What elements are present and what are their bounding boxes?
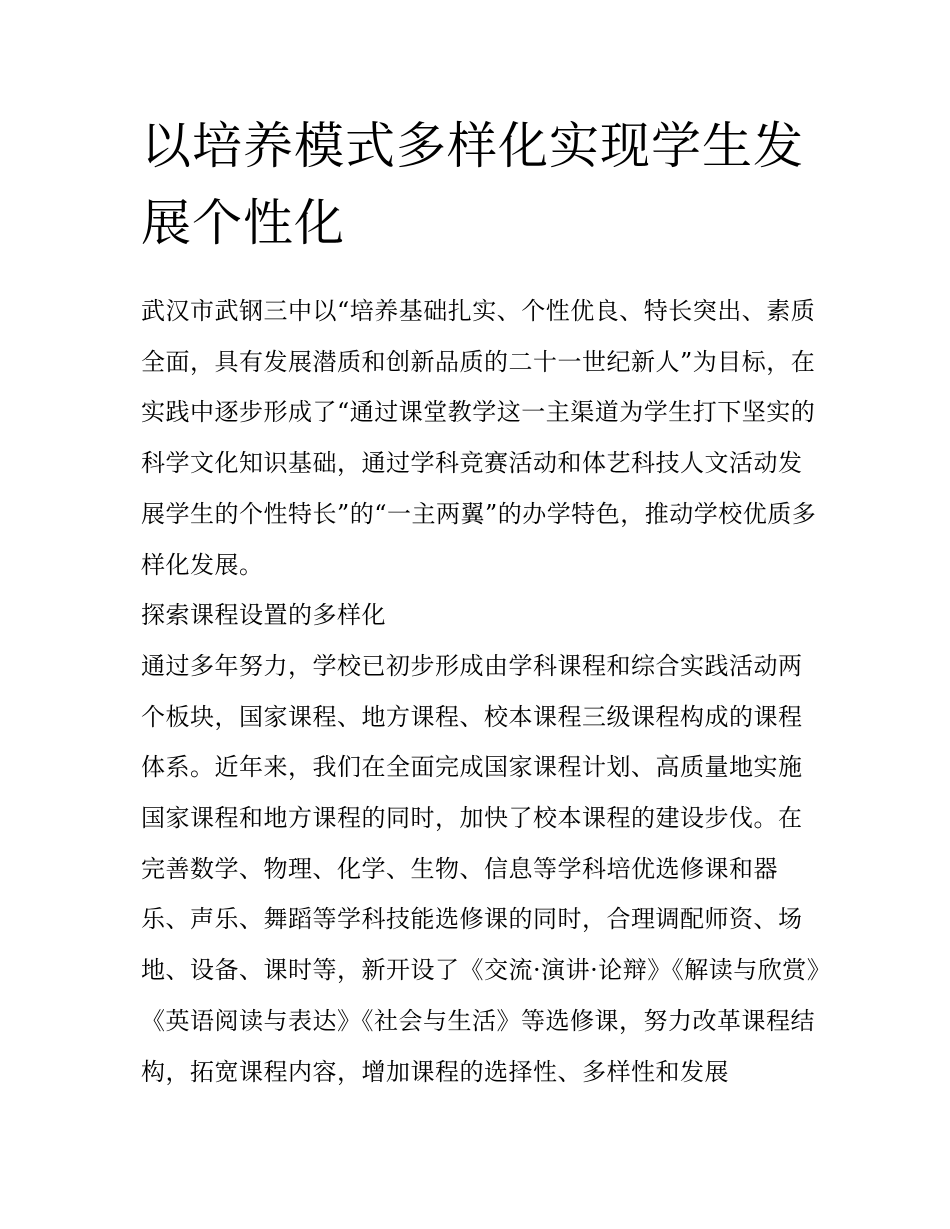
section-heading: 探索课程设置的多样化 xyxy=(141,601,386,630)
document-title: 以培养模式多样化实现学生发展个性化 xyxy=(141,117,804,252)
body-paragraph: 通过多年努力，学校已初步形成由学科课程和综合实践活动两个板块，国家课程、地方课程、校本课程三级课程构成的课程体系。近年来，我们在全面完成国家课程计划、高质量地实施国家课程和地方课程的同时，加快了校本课程的建设步伐。在完善数学、物理、化学、生物、信息等学科培优选修课和器乐、声乐、舞蹈等学科技能选修课的同时，合理调配师资、场地、设备、课时等，新开设了《交流·演讲·论辩》《解读与欣赏》《英语阅读与表达》《社会与生活》等选修课，努力改革课程结构，拓宽课程内容，增加课程的选择性、多样性和发展 xyxy=(141,651,820,1086)
intro-paragraph: 武汉市武钢三中以“培养基础扎实、个性优良、特长突出、素质全面，具有发展潜质和创新品质的二十一世纪新人”为目标，在实践中逐步形成了“通过课堂教学这一主渠道为学生打下坚实的科学文化知识基础，通过学科竞赛活动和体艺科技人文活动发展学生的个性特长”的“一主两翼”的办学特色，推动学校优质多样化发展。 xyxy=(141,297,817,579)
document-page xyxy=(141,108,821,1097)
